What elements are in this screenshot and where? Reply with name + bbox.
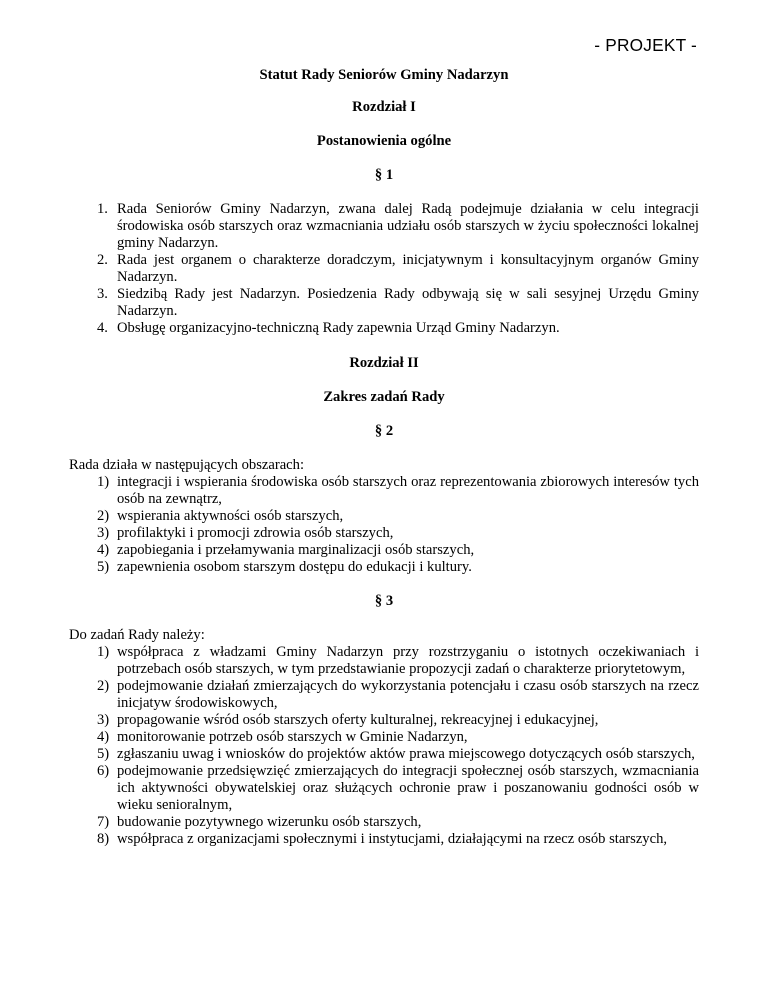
paragraph-1-mark: § 1	[374, 167, 394, 183]
item-number: 1)	[97, 644, 110, 660]
item-text: profilaktyki i promocji zdrowia osób starszych,	[117, 525, 394, 541]
list-item	[69, 644, 699, 678]
list-item	[69, 678, 699, 712]
list-item	[69, 746, 699, 763]
item-text: budowanie pozytywnego wizerunku osób starszych,	[117, 814, 422, 830]
item-number: 4.	[97, 320, 108, 336]
item-text: integracji i wspierania środowiska osób starszych oraz reprezentowania zbiorowych interesów tych osób na zewnątrz,	[117, 474, 699, 507]
item-number: 5)	[97, 746, 110, 762]
draft-label: - PROJEKT -	[594, 35, 697, 55]
list-item	[69, 763, 699, 814]
paragraph-3-intro: Do zadań Rady należy:	[69, 627, 205, 643]
paragraph-2-list	[69, 474, 699, 576]
list-item	[69, 286, 699, 320]
paragraph-2-intro: Rada działa w następujących obszarach:	[69, 457, 305, 473]
item-number: 4)	[97, 729, 110, 745]
item-text: zapobiegania i przełamywania marginalizacji osób starszych,	[117, 542, 475, 558]
item-number: 7)	[97, 814, 110, 830]
list-item	[69, 474, 699, 508]
item-text: Siedzibą Rady jest Nadarzyn. Posiedzenia Rady odbywają się w sali sesyjnej Urzędu Gminy Nadarzyn.	[117, 286, 699, 319]
list-item	[69, 831, 699, 848]
item-text: współpraca z organizacjami społecznymi i instytucjami, działającymi na rzecz osób starszych,	[117, 831, 668, 847]
item-number: 2)	[97, 678, 110, 694]
item-number: 1)	[97, 474, 110, 490]
chapter-2-subheading: Zakres zadań Rady	[323, 389, 445, 405]
item-number: 5)	[97, 559, 110, 575]
item-text: współpraca z władzami Gminy Nadarzyn przy rozstrzyganiu o istotnych oczekiwaniach i potrzebach osób starszych, w tym przedstawianie propozycji zadań o charakterze priorytetowym,	[117, 644, 699, 677]
chapter-1-heading: Rozdział I	[352, 99, 416, 115]
list-item	[69, 542, 699, 559]
item-text: Rada Seniorów Gminy Nadarzyn, zwana dalej Radą podejmuje działania w celu integracji środowiska osób starszych oraz wzmacniania udziału osób starszych w życiu społeczności lokalnej gminy Nadarzyn.	[117, 201, 699, 251]
list-item	[69, 508, 699, 525]
paragraph-3-mark: § 3	[374, 593, 394, 609]
item-number: 2)	[97, 508, 110, 524]
item-text: Obsługę organizacyjno-techniczną Rady zapewnia Urząd Gminy Nadarzyn.	[117, 320, 560, 336]
item-text: podejmowanie działań zmierzających do wykorzystania potencjału i czasu osób starszych na rzecz inicjatyw środowiskowych,	[117, 678, 699, 711]
item-text: zapewnienia osobom starszym dostępu do edukacji i kultury.	[117, 559, 472, 575]
chapter-2-heading: Rozdział II	[349, 355, 419, 371]
item-text: zgłaszaniu uwag i wniosków do projektów aktów prawa miejscowego dotyczących osób starszych,	[117, 746, 695, 762]
item-text: Rada jest organem o charakterze doradczym, inicjatywnym i konsultacyjnym organów Gminy Nadarzyn.	[117, 252, 699, 285]
paragraph-3-list	[69, 644, 699, 848]
list-item	[69, 712, 699, 729]
chapter-1-subheading: Postanowienia ogólne	[316, 133, 452, 149]
list-item	[69, 201, 699, 252]
item-number: 2.	[97, 252, 108, 268]
item-number: 6)	[97, 763, 110, 779]
list-item	[69, 814, 699, 831]
list-item	[69, 252, 699, 286]
list-item	[69, 525, 699, 542]
item-text: propagowanie wśród osób starszych oferty kulturalnej, rekreacyjnej i edukacyjnej,	[117, 712, 599, 728]
item-number: 3.	[97, 286, 108, 302]
list-item	[69, 729, 699, 746]
item-text: podejmowanie przedsięwzięć zmierzających do integracji społecznej osób starszych, wzmacniania ich aktywności obywatelskiej oraz służących ochronie praw i poszanowaniu godności osób w wieku senioralnym,	[117, 763, 699, 813]
list-item	[69, 320, 699, 337]
item-number: 3)	[97, 712, 110, 728]
item-number: 3)	[97, 525, 110, 541]
paragraph-2-mark: § 2	[374, 423, 394, 439]
list-item	[69, 559, 699, 576]
item-number: 1.	[97, 201, 108, 217]
item-number: 8)	[97, 831, 110, 847]
item-text: wspierania aktywności osób starszych,	[117, 508, 344, 524]
document-title: Statut Rady Seniorów Gminy Nadarzyn	[259, 67, 509, 83]
item-number: 4)	[97, 542, 110, 558]
paragraph-1-list	[69, 201, 699, 337]
item-text: monitorowanie potrzeb osób starszych w Gminie Nadarzyn,	[117, 729, 468, 745]
